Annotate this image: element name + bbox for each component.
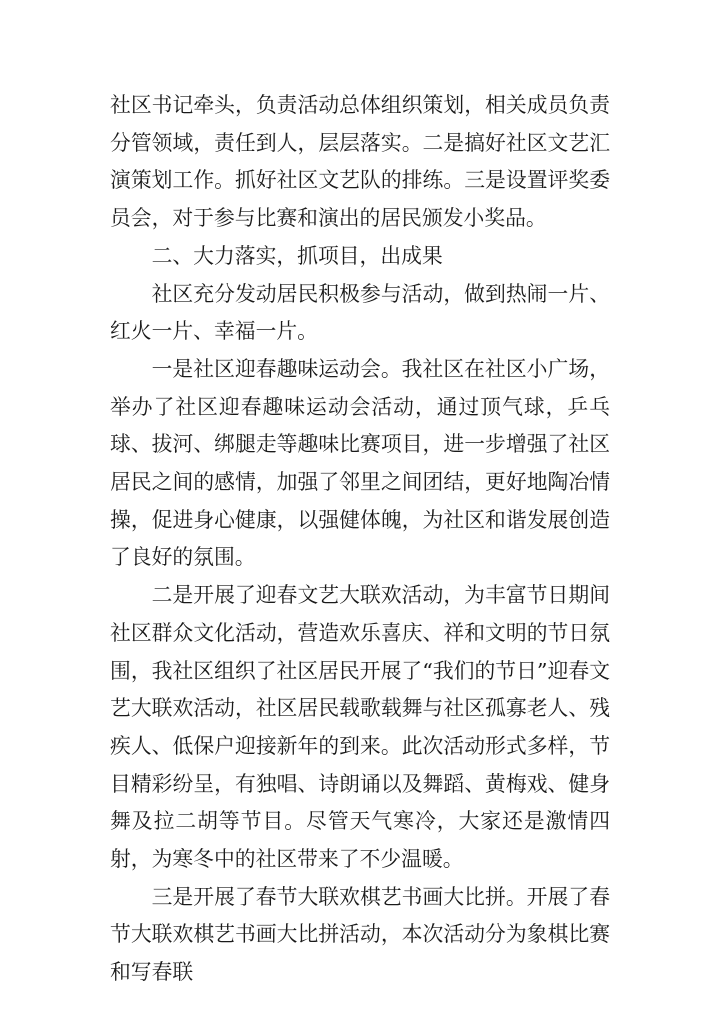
paragraph-4: 二是开展了迎春文艺大联欢活动，为丰富节日期间社区群众文化活动，营造欢乐喜庆、祥和文明的节日氛围，我社区组织了社区居民开展了“我们的节日”迎春文艺大联欢活动，社区居民载歌载舞与社区孤寡老人、残疾人、低保户迎接新年的到来。此次活动形式多样，节目精彩纷呈，有独唱、诗朗诵以及舞蹈、黄梅戏、健身舞及拉二胡等节目。尽管天气寒冷，大家还是激情四射，为寒冬中的社区带来了不少温暖。 bbox=[110, 583, 610, 872]
section-heading: 二、大力落实，抓项目，出成果 bbox=[151, 243, 443, 268]
document-body bbox=[110, 87, 610, 992]
paragraph-5: 三是开展了春节大联欢棋艺书画大比拼。开展了春节大联欢棋艺书画大比拼活动，本次活动分为象棋比赛和写春联 bbox=[110, 884, 610, 985]
paragraph-1: 社区书记牵头，负责活动总体组织策划，相关成员负责分管领域，责任到人，层层落实。二是搞好社区文艺汇演策划工作。抓好社区文艺队的排练。三是设置评奖委员会，对于参与比赛和演出的居民颁发小奖品。 bbox=[110, 93, 610, 231]
paragraph-2: 社区充分发动居民积极参与活动，做到热闹一片、红火一片、幸福一片。 bbox=[110, 281, 610, 344]
paragraph-3: 一是社区迎春趣味运动会。我社区在社区小广场，举办了社区迎春趣味运动会活动，通过顶气球，乒乓球、拔河、绑腿走等趣味比赛项目，进一步增强了社区居民之间的感情，加强了邻里之间团结，更好地陶冶情操，促进身心健康，以强健体魄，为社区和谐发展创造了良好的氛围。 bbox=[110, 356, 610, 570]
